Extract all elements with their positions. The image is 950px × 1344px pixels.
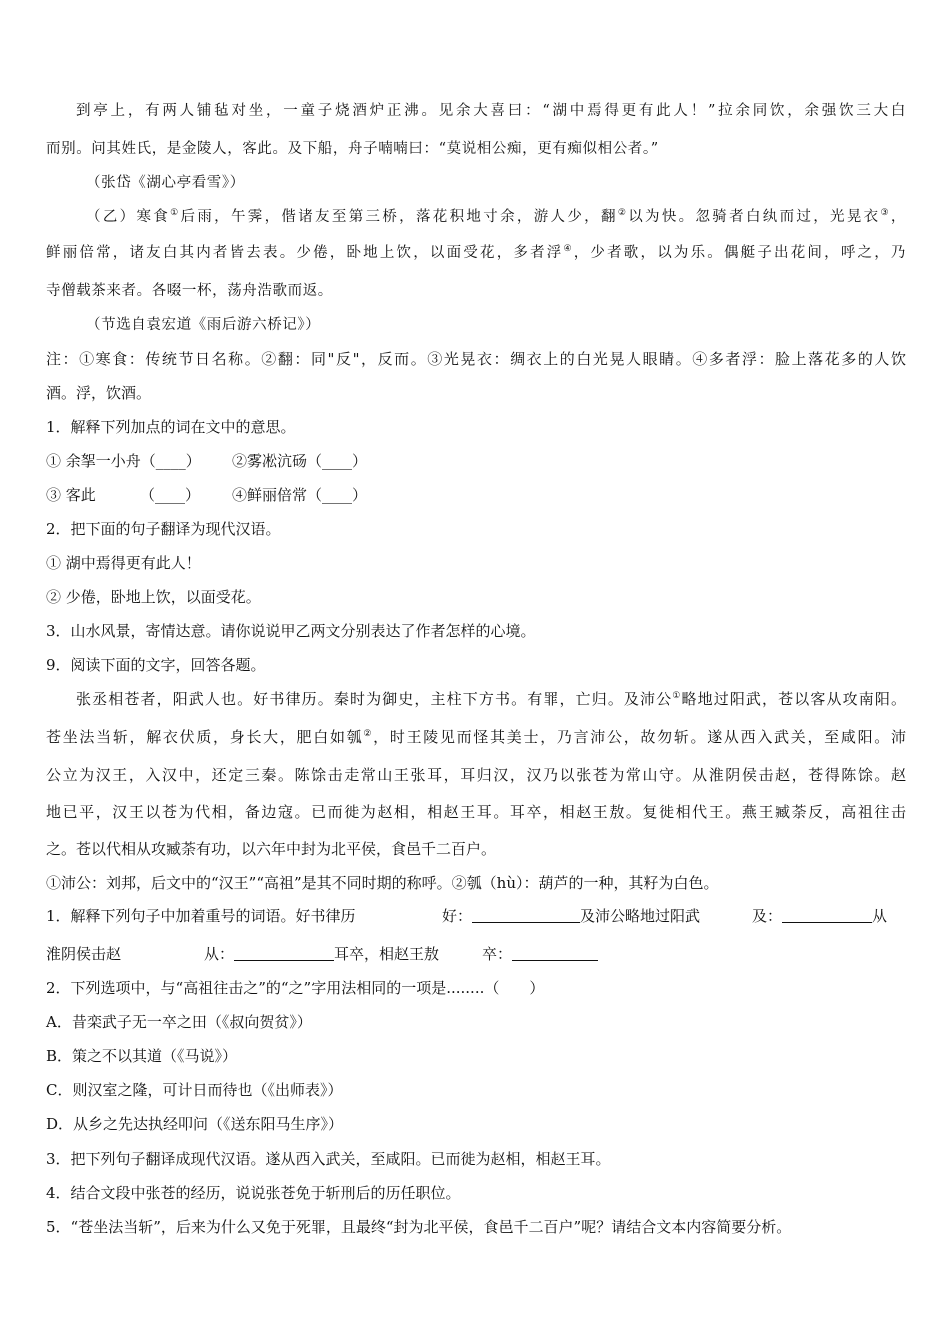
passage-b-line-2: 鲜丽倍常，诸友白其内者皆去表。少倦，卧地上饮，以面受花，多者浮④，少者歌，以为乐。偶艇子出花间，呼之，乃 <box>46 244 906 261</box>
passage-a-source: （张岱《湖心亭看雪》） <box>86 175 245 191</box>
q9-title: 9．阅读下面的文字，回答各题。 <box>46 656 266 674</box>
q9-passage-line-1: 张丞相苍者，阳武人也。好书律历。秦时为御史，主柱下方书。有罪，亡归。及沛公①略地过阳武，苍以客从攻南阳。 <box>76 690 906 708</box>
q9-passage-line-4: 地已平，汉王以苍为代相，备边寇。已而徙为赵相，相赵王耳。耳卒，相赵王敖。复徙相代王。燕王臧荼反，高祖往击 <box>46 803 906 821</box>
q9-passage-line-5: 之。苍以代相从攻臧荼有功，以六年中封为北平侯，食邑千二百户。 <box>46 840 497 858</box>
q8-words-row-2 <box>46 485 906 505</box>
passage-b-source: （节选自袁宏道《雨后游六桥记》） <box>86 317 321 333</box>
q8-word-4: ④鲜丽倍常（____） <box>232 486 368 504</box>
q9-option-a: A．昔栾武子无一卒之田（《叔向贺贫》） <box>46 1013 312 1031</box>
q9-question-1-line-1: 1．解释下列句子中加着重号的词语。好书律历 好： 及沛公略地过阳武 及： 从 <box>46 907 888 925</box>
notes-line-2: 酒。浮，饮酒。 <box>46 384 152 402</box>
passage-b-line-3: 寺僧载茶来者。各啜一杯，荡舟浩歌而返。 <box>46 283 333 299</box>
passage-a-line-2: 而别。问其姓氏，是金陵人，客此。及下船，舟子喃喃曰：“莫说相公痴，更有痴似相公者。” <box>46 141 659 157</box>
notes-line-1: 注：①寒食：传统节日名称。②翻：同"反"，反而。③光晃衣：绸衣上的白光晃人眼睛。④多者浮：脸上落花多的人饮 <box>46 350 906 368</box>
q9-note: ①沛公：刘邦，后文中的“汉王”“高祖”是其不同时期的称呼。②瓠（hù）：葫芦的一种，其籽为白色。 <box>46 874 719 892</box>
q8-words-row-1 <box>46 451 906 471</box>
q9-passage-line-3: 公立为汉王，入汉中，还定三秦。陈馀击走常山王张耳，耳归汉，汉乃以张苍为常山守。从淮阴侯击赵，苍得陈馀。赵 <box>46 766 906 784</box>
q8-question-3: 3．山水风景，寄情达意。请你说说甲乙两文分别表达了作者怎样的心境。 <box>46 622 536 640</box>
answer-blank-ji[interactable] <box>782 908 872 923</box>
q9-passage-line-2: 苍坐法当斩，解衣伏质，身长大，肥白如瓠②，时王陵见而怪其美士，乃言沛公，故勿斩。遂从西入武关，至咸阳。沛 <box>46 728 906 746</box>
q8-question-2: 2．把下面的句子翻译为现代汉语。 <box>46 520 281 538</box>
q9-option-d: D．从乡之先达执经叩问（《送东阳马生序》） <box>46 1115 344 1133</box>
q9-question-3: 3．把下列句子翻译成现代汉语。遂从西入武关，至咸阳。已而徙为赵相，相赵王耳。 <box>46 1150 611 1168</box>
q8-question-1: 1．解释下列加点的词在文中的意思。 <box>46 418 296 436</box>
q9-question-5: 5．“苍坐法当斩”，后来为什么又免于死罪，且最终“封为北平侯，食邑千二百户”呢？请结合文本内容简要分析。 <box>46 1218 792 1236</box>
passage-b-line-1: （乙）寒食①后雨，午霁，偕诸友至第三桥，落花积地寸余，游人少，翻②以为快。忽骑者白纨而过，光晃衣③， <box>86 208 906 225</box>
q9-option-c: C．则汉室之隆，可计日而待也（《出师表》） <box>46 1081 343 1099</box>
q8-word-1: ① 余挐一小舟（____） <box>46 452 201 470</box>
q9-question-4: 4．结合文段中张苍的经历，说说张苍免于斩刑后的历任职位。 <box>46 1184 461 1202</box>
q9-question-2: 2．下列选项中，与“高祖往击之”的“之”字用法相同的一项是........（ ） <box>46 979 545 997</box>
passage-a-line-1: 到亭上，有两人铺毡对坐，一童子烧酒炉正沸。见余大喜曰：“湖中焉得更有此人！”拉余同饮，余强饮三大白 <box>76 103 906 119</box>
answer-blank-hao[interactable] <box>472 908 580 923</box>
q8-sentence-1: ① 湖中焉得更有此人！ <box>46 554 201 572</box>
q8-word-2: ②雾凇沆砀（____） <box>232 452 368 470</box>
answer-blank-zu[interactable] <box>512 946 598 961</box>
q9-question-1-line-2: 淮阴侯击赵 从： 耳卒，相赵王敖 卒： <box>46 944 906 964</box>
q9-option-b: B．策之不以其道（《马说》） <box>46 1047 238 1065</box>
q8-word-3: ③ 客此 <box>46 486 96 504</box>
q8-sentence-2: ② 少倦，卧地上饮，以面受花。 <box>46 588 261 606</box>
answer-blank-cong[interactable] <box>234 946 334 961</box>
q8-word-3-blank: （____） <box>140 486 201 504</box>
